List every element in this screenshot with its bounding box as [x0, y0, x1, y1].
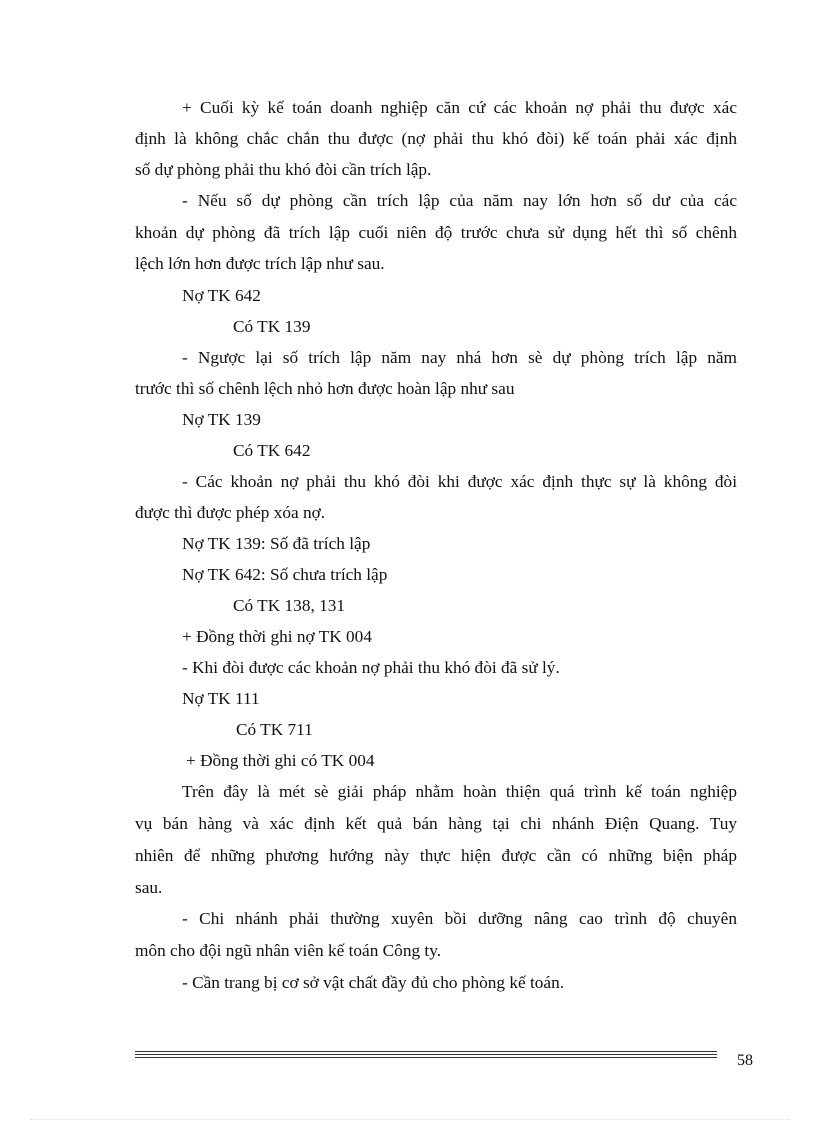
paragraph-line: khoản dự phòng đã trích lập cuối niên độ trước chưa sử dụng hết thì số chênh: [135, 223, 737, 242]
journal-entry-credit: Có TK 139: [233, 317, 311, 336]
paragraph-line: định là không chắc chắn thu được (nợ phải thu khó đòi) kế toán phải xác định: [135, 129, 737, 148]
paragraph-line: vụ bán hàng và xác định kết quả bán hàng tại chi nhánh Điện Quang. Tuy: [135, 814, 737, 833]
journal-entry-credit: Có TK 642: [233, 441, 311, 460]
journal-entry-debit: Nợ TK 111: [182, 689, 260, 708]
footer-rule: [135, 1051, 717, 1052]
journal-entry-debit: Nợ TK 642: [182, 286, 261, 305]
paragraph-line: Trên đây là mét sè giải pháp nhằm hoàn thiện quá trình kế toán nghiệp: [182, 782, 737, 801]
paragraph-line: nhiên để những phương hướng này thực hiện được cần có những biện pháp: [135, 846, 737, 865]
paragraph-line: + Cuối kỳ kế toán doanh nghiệp căn cứ các khoản nợ phải thu được xác: [182, 98, 737, 117]
paragraph-line: + Đồng thời ghi nợ TK 004: [182, 627, 372, 646]
page-bottom-divider: [30, 1119, 790, 1120]
paragraph-line: - Khi đòi được các khoản nợ phải thu khó đòi đã sử lý.: [182, 658, 560, 677]
paragraph-line: sau.: [135, 878, 163, 897]
paragraph-line: lệch lớn hơn được trích lập như sau.: [135, 254, 385, 273]
footer-rule: [135, 1057, 717, 1058]
journal-entry-credit: Có TK 711: [236, 720, 313, 739]
paragraph-line: - Các khoản nợ phải thu khó đòi khi được xác định thực sự là không đòi: [182, 472, 737, 491]
paragraph-line: được thì được phép xóa nợ.: [135, 503, 326, 522]
journal-entry-debit: Nợ TK 139: Số đã trích lập: [182, 534, 371, 553]
page-number: 58: [737, 1052, 753, 1069]
paragraph-line: trước thì số chênh lệch nhỏ hơn được hoàn lập như sau: [135, 379, 515, 398]
footer-rule: [135, 1054, 717, 1055]
paragraph-line: - Chi nhánh phải thường xuyên bồi dưỡng nâng cao trình độ chuyên: [182, 909, 737, 928]
journal-entry-debit: Nợ TK 139: [182, 410, 261, 429]
paragraph-line: - Ngược lại số trích lập năm nay nhá hơn sè dự phòng trích lập năm: [182, 348, 737, 367]
journal-entry-credit: Có TK 138, 131: [233, 596, 346, 615]
paragraph-line: - Nếu số dự phòng cần trích lập của năm nay lớn hơn số dư của các: [182, 191, 737, 210]
paragraph-line: số dự phòng phải thu khó đòi cần trích lập.: [135, 160, 432, 179]
paragraph-line: - Cần trang bị cơ sở vật chất đầy đủ cho phòng kế toán.: [182, 973, 565, 992]
paragraph-line: môn cho đội ngũ nhân viên kế toán Công ty.: [135, 941, 442, 960]
paragraph-line: + Đồng thời ghi có TK 004: [186, 751, 375, 770]
journal-entry-debit: Nợ TK 642: Số chưa trích lập: [182, 565, 388, 584]
